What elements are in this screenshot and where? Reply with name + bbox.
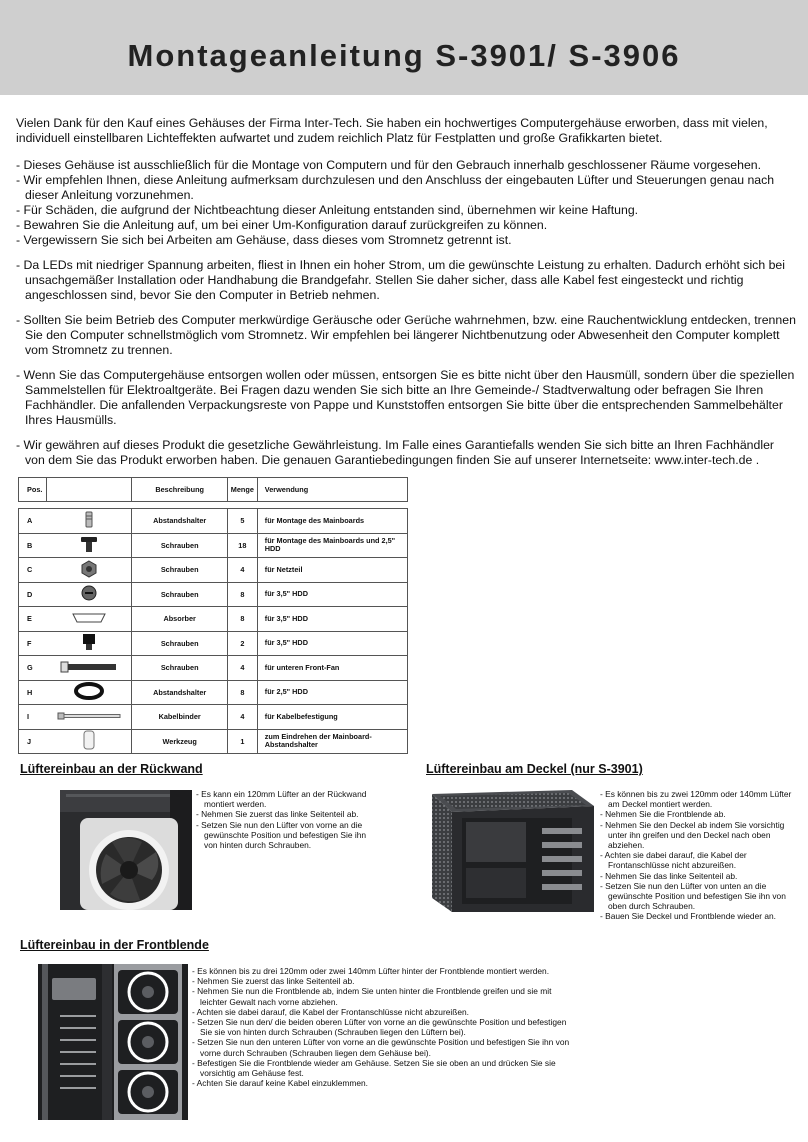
- row-pos: F: [27, 638, 32, 648]
- row-qty: 18: [228, 534, 258, 558]
- rubber-ring-icon: [74, 682, 104, 702]
- part-image: [47, 656, 133, 680]
- row-qty: 4: [228, 558, 258, 582]
- table-header-row: [18, 477, 408, 502]
- part-image: [47, 583, 133, 607]
- top-fan-photo: [422, 788, 595, 912]
- top-step: - Nehmen Sie die Frontblende ab.: [600, 809, 726, 820]
- row-pos: C: [27, 565, 33, 575]
- row-desc: Schrauben: [132, 534, 227, 558]
- screw-hex-icon: [79, 559, 99, 581]
- rear-fan-photo: [60, 790, 192, 910]
- top-step: - Achten sie dabei darauf, die Kabel der Frontanschlüsse nicht abzureißen.: [600, 850, 747, 871]
- safety-notes: [16, 158, 796, 248]
- parts-table: [18, 477, 408, 754]
- header-qty: Menge: [228, 478, 258, 501]
- top-step: - Es können bis zu zwei 120mm oder 140mm Lüfter am Deckel montiert werden.: [600, 789, 792, 810]
- part-image: [47, 705, 133, 729]
- front-step: - Setzen Sie nun den unteren Lüfter von vorne an die gewünschte Position und befestigen Sie ihn von vorne durch Schrauben (Schrauben liegen dem Gehäuse bei).: [192, 1037, 570, 1058]
- front-step: - Achten Sie darauf keine Kabel einzuklemmen.: [192, 1078, 368, 1089]
- row-desc: Abstandshalter: [132, 509, 227, 533]
- row-desc: Abstandshalter: [132, 681, 227, 705]
- front-fan-photo: [38, 964, 188, 1120]
- table-row: [18, 582, 408, 607]
- rear-fan-illustration: [60, 790, 192, 910]
- header-pos: Pos.: [19, 478, 47, 501]
- note-item: - Dieses Gehäuse ist ausschließlich für die Montage von Computern und für den Gebrauch innerhalb geschlossener Räume vorgesehen.: [16, 158, 762, 172]
- table-row: [18, 557, 408, 582]
- part-image: [47, 730, 133, 754]
- row-use: für 3,5" HDD: [264, 613, 308, 623]
- note-disposal: - Wenn Sie das Computergehäuse entsorgen wollen oder müssen, entsorgen Sie es bitte nicht über den Hausmüll, sondern über die speziellen Sammelstellen für Elektroaltgeräte. Bei Fragen dazu wenden Sie sich bitte an Ihre Gemeinde-/ Stadtverwaltung oder befragen Sie Ihren Fachhändler. Die anfallenden Verpackungsreste von Pappe und Kunststoffen entsorgen Sie bitte über die entsprechenden Sammelbehälter Ihres Hausmülls.: [16, 368, 795, 427]
- front-step: - Setzen Sie nun den/ die beiden oberen Lüfter von vorne an die gewünschte Position und befestigen Sie sie von hinten durch Schrauben (Schrauben liegen den Lüftern bei).: [192, 1017, 567, 1038]
- table-row: [18, 533, 408, 558]
- row-desc: Absorber: [132, 607, 227, 631]
- header-part-image: [47, 478, 133, 501]
- section-title-rear: Lüftereinbau an der Rückwand: [20, 762, 203, 776]
- row-use: für Kabelbefestigung: [264, 711, 338, 721]
- part-image: [47, 632, 133, 656]
- row-pos: E: [27, 614, 32, 624]
- row-qty: 5: [228, 509, 258, 533]
- header-use: Verwendung: [264, 484, 309, 494]
- row-pos: I: [27, 712, 30, 722]
- screw-square-icon: [79, 632, 99, 654]
- top-case-illustration: [422, 788, 595, 912]
- front-step: - Achten sie dabei darauf, die Kabel der Frontanschlüsse nicht abzureißen.: [192, 1006, 470, 1017]
- note-item: - Vergewissern Sie sich bei Arbeiten am Gehäuse, dass dieses vom Stromnetz getrennt ist.: [16, 233, 512, 247]
- row-pos: B: [27, 540, 33, 550]
- note-item: - Wir empfehlen Ihnen, diese Anleitung aufmerksam durchzulesen und den Anschluss der eingebauten Lüfter und Steuerungen genau nach dieser Anleitung vorzunehmen.: [16, 173, 775, 202]
- standoff-icon: [79, 510, 99, 532]
- part-image: [47, 558, 133, 582]
- page-title: Montageanleitung S-3901/ S-3906: [127, 38, 681, 73]
- row-use: für Netzteil: [264, 564, 303, 574]
- note-warranty: - Wir gewähren auf dieses Produkt die gesetzliche Gewährleistung. Im Falle eines Garantiefalls wenden Sie sich bitte an Ihren Fachhändler von dem Sie das Produkt erworben haben. Die genauen Garantiebedingungen finden Sie auf unserer Internetseite: www.inter-tech.de .: [16, 438, 775, 467]
- front-step: - Befestigen Sie die Frontblende wieder am Gehäuse. Setzen Sie sie oben an und drücken Sie sie vorsichtig am Gehäuse fest.: [192, 1057, 556, 1079]
- rear-step: - Es kann ein 120mm Lüfter an der Rückwand montiert werden.: [196, 789, 367, 810]
- row-qty: 1: [228, 730, 258, 754]
- row-desc: Schrauben: [132, 583, 227, 607]
- row-qty: 4: [228, 656, 258, 680]
- row-qty: 8: [228, 583, 258, 607]
- absorber-icon: [71, 611, 107, 627]
- table-row: [18, 655, 408, 680]
- row-qty: 2: [228, 632, 258, 656]
- row-desc: Schrauben: [132, 656, 227, 680]
- note-noise: - Sollten Sie beim Betrieb des Computer merkwürdige Geräusche oder Gerüche wahrnehmen, bzw. eine Rauchentwicklung entdecken, trennen Sie den Computer schnellstmöglich vom Stromnetz. Wir empfehlen bei längerer Nichtbenutzung oder Abwesenheit den Computer komplett vom Stromnetz zu trennen.: [16, 313, 796, 357]
- table-row: [18, 680, 408, 705]
- cable-tie-icon: [56, 711, 122, 723]
- intro-text-block: [16, 116, 796, 468]
- part-image: [47, 509, 133, 533]
- row-pos: J: [27, 736, 32, 746]
- table-row: [18, 729, 408, 755]
- top-step: - Nehmen Sie den Deckel ab indem Sie vorsichtig unter ihn greifen und den Deckel nach oben abziehen.: [600, 819, 785, 851]
- table-row: [18, 631, 408, 656]
- part-image: [47, 681, 133, 705]
- tool-icon: [81, 729, 97, 753]
- row-qty: 8: [228, 681, 258, 705]
- row-pos: H: [27, 687, 33, 697]
- front-case-illustration: [38, 964, 188, 1120]
- row-desc: Schrauben: [132, 558, 227, 582]
- top-step: - Nehmen Sie das linke Seitenteil ab.: [600, 870, 738, 881]
- row-pos: A: [27, 516, 33, 526]
- header-desc: Beschreibung: [132, 478, 227, 501]
- note-led: - Da LEDs mit niedriger Spannung arbeiten, fliest in Ihnen ein hoher Strom, um die gewünschte Leistung zu erhalten. Dadurch erhöht sich bei unsachgemäßer Installation oder Handhabung die Brandgefahr. Stellen Sie daher sicher, dass alle Kabel fest eingesteckt und richtig angeschlossen sind, bevor Sie den Computer in Betrieb nehmen.: [16, 258, 785, 302]
- top-steps: [600, 789, 792, 922]
- table-row: [18, 704, 408, 729]
- rear-step: - Nehmen Sie zuerst das linke Seitenteil ab.: [196, 809, 359, 820]
- row-use: für unteren Front-Fan: [264, 662, 340, 672]
- front-step: - Nehmen Sie nun die Frontblende ab, indem Sie unten hinter die Frontblende greifen und sie mit leichter Gewalt nach vorne abziehen.: [192, 986, 552, 1007]
- row-use: für 3,5" HDD: [264, 589, 308, 599]
- section-title-front: Lüftereinbau in der Frontblende: [20, 938, 209, 952]
- row-use: für 2,5" HDD: [264, 687, 308, 697]
- row-qty: 8: [228, 607, 258, 631]
- row-pos: G: [27, 663, 33, 673]
- title-banner: [0, 0, 808, 95]
- note-item: - Bewahren Sie die Anleitung auf, um bei einer Um-Konfiguration darauf zurückgreifen zu können.: [16, 218, 548, 232]
- row-use: für Montage des Mainboards und 2,5" HDD: [264, 536, 396, 554]
- rear-step: - Setzen Sie nun den Lüfter von vorne an die gewünschte Position und befestigen Sie ihn von hinten durch Schrauben.: [196, 819, 367, 851]
- top-step: - Bauen Sie Deckel und Frontblende wieder an.: [600, 911, 776, 922]
- row-use: zum Eindrehen der Mainboard-Abstandshalter: [264, 732, 372, 750]
- row-desc: Schrauben: [132, 632, 227, 656]
- table-row: [18, 508, 408, 533]
- row-desc: Kabelbinder: [132, 705, 227, 729]
- intro-paragraph: Vielen Dank für den Kauf eines Gehäuses der Firma Inter-Tech. Sie haben ein hochwertiges Computergehäuse erworben, dass mit vielen, individuell einstellbaren Lichteffekten aufwartet und zudem reichlich Platz für Festplatten und große Grafikkarten bietet.: [16, 116, 768, 145]
- note-item: - Für Schäden, die aufgrund der Nichtbeachtung dieser Anleitung entstanden sind, übernehmen wir keine Haftung.: [16, 203, 639, 217]
- row-use: für 3,5" HDD: [264, 638, 308, 648]
- front-step: - Nehmen Sie zuerst das linke Seitenteil ab.: [192, 976, 355, 987]
- rear-steps: [196, 789, 380, 850]
- section-title-top: Lüftereinbau am Deckel (nur S-3901): [426, 762, 643, 776]
- long-screw-icon: [59, 660, 119, 676]
- row-desc: Werkzeug: [132, 730, 227, 754]
- front-steps: [192, 966, 576, 1088]
- part-image: [47, 607, 133, 631]
- screw-flat-icon: [78, 534, 100, 556]
- row-qty: 4: [228, 705, 258, 729]
- table-row: [18, 606, 408, 631]
- row-use: für Montage des Mainboards: [264, 515, 365, 525]
- row-pos: D: [27, 589, 33, 599]
- part-image: [47, 534, 133, 558]
- top-step: - Setzen Sie nun den Lüfter von unten an die gewünschte Position und befestigen Sie ihn von oben durch Schrauben.: [600, 880, 786, 912]
- front-step: - Es können bis zu drei 120mm oder zwei 140mm Lüfter hinter der Frontblende montiert werden.: [192, 966, 550, 976]
- screw-round-icon: [79, 583, 99, 605]
